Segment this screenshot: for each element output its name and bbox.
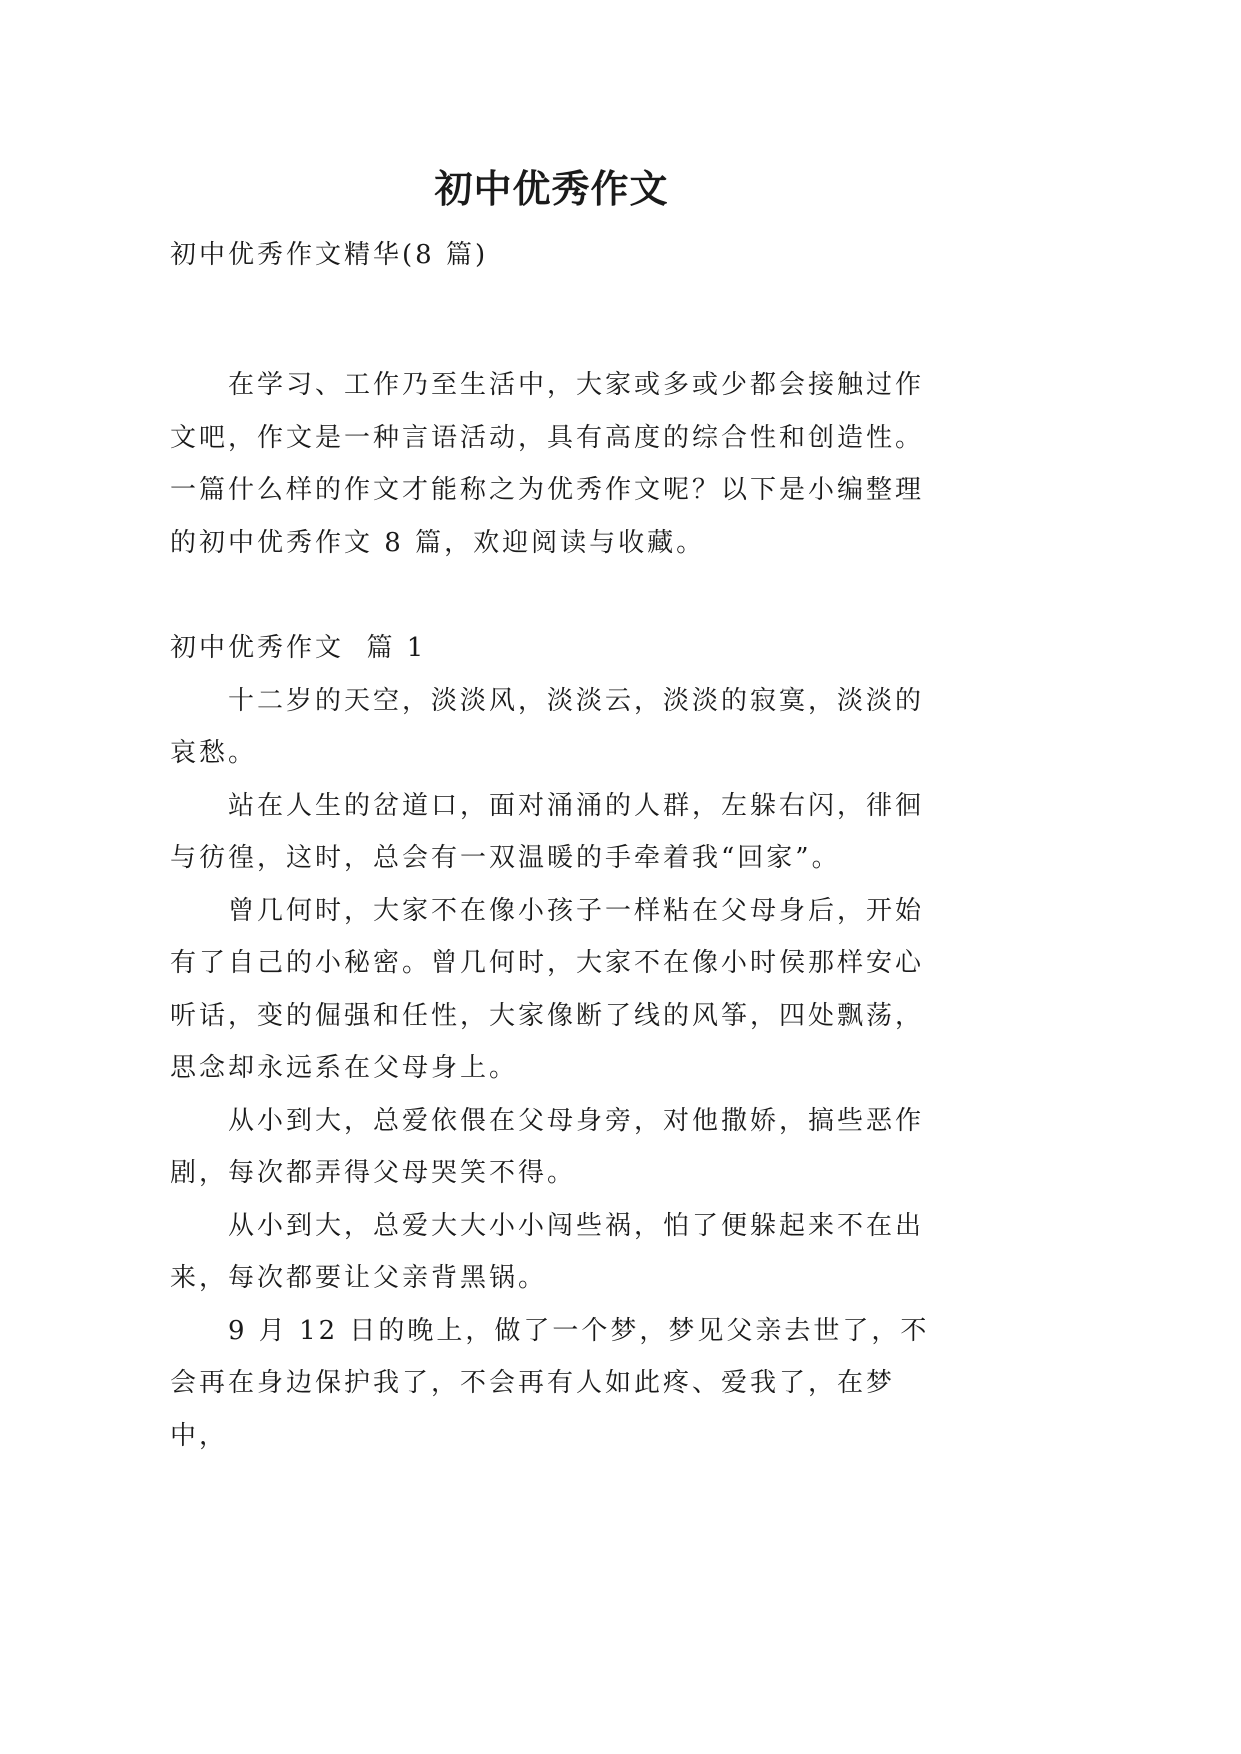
- paragraph-1: 十二岁的天空，淡淡风，淡淡云，淡淡的寂寞，淡淡的哀愁。: [170, 685, 925, 768]
- paragraph-2: 站在人生的岔道口，面对涌涌的人群，左躲右闪，徘徊与彷徨，这时，总会有一双温暖的手牵着我“回家”。: [170, 790, 925, 873]
- document-subtitle: 初中优秀作文精华(8 篇): [170, 240, 489, 270]
- section-heading: 初中优秀作文 篇 1: [170, 633, 427, 663]
- paragraph-3: 曾几何时，大家不在像小孩子一样粘在父母身后，开始有了自己的小秘密。曾几何时，大家不在像小时侯那样安心听话，变的倔强和任性，大家像断了线的风筝，四处飘荡，思念却永远系在父母身上。: [170, 895, 925, 1083]
- paragraph-5: 从小到大，总爱大大小小闯些祸，怕了便躲起来不在出来，每次都要让父亲背黑锅。: [170, 1210, 925, 1293]
- page-title: 初中优秀作文: [434, 166, 669, 212]
- paragraph-6: 9 月 12 日的晚上，做了一个梦，梦见父亲去世了，不会再在身边保护我了，不会再有人如此疼、爱我了，在梦中，: [170, 1315, 930, 1451]
- essay-section-1: [170, 622, 945, 1462]
- intro-paragraph: 在学习、工作乃至生活中，大家或多或少都会接触过作文吧，作文是一种言语活动，具有高度的综合性和创造性。一篇什么样的作文才能称之为优秀作文呢？以下是小编整理的初中优秀作文 8 篇，欢迎阅读与收藏。: [170, 370, 925, 558]
- paragraph-4: 从小到大，总爱依偎在父母身旁，对他撒娇，搞些恶作剧，每次都弄得父母哭笑不得。: [170, 1105, 925, 1188]
